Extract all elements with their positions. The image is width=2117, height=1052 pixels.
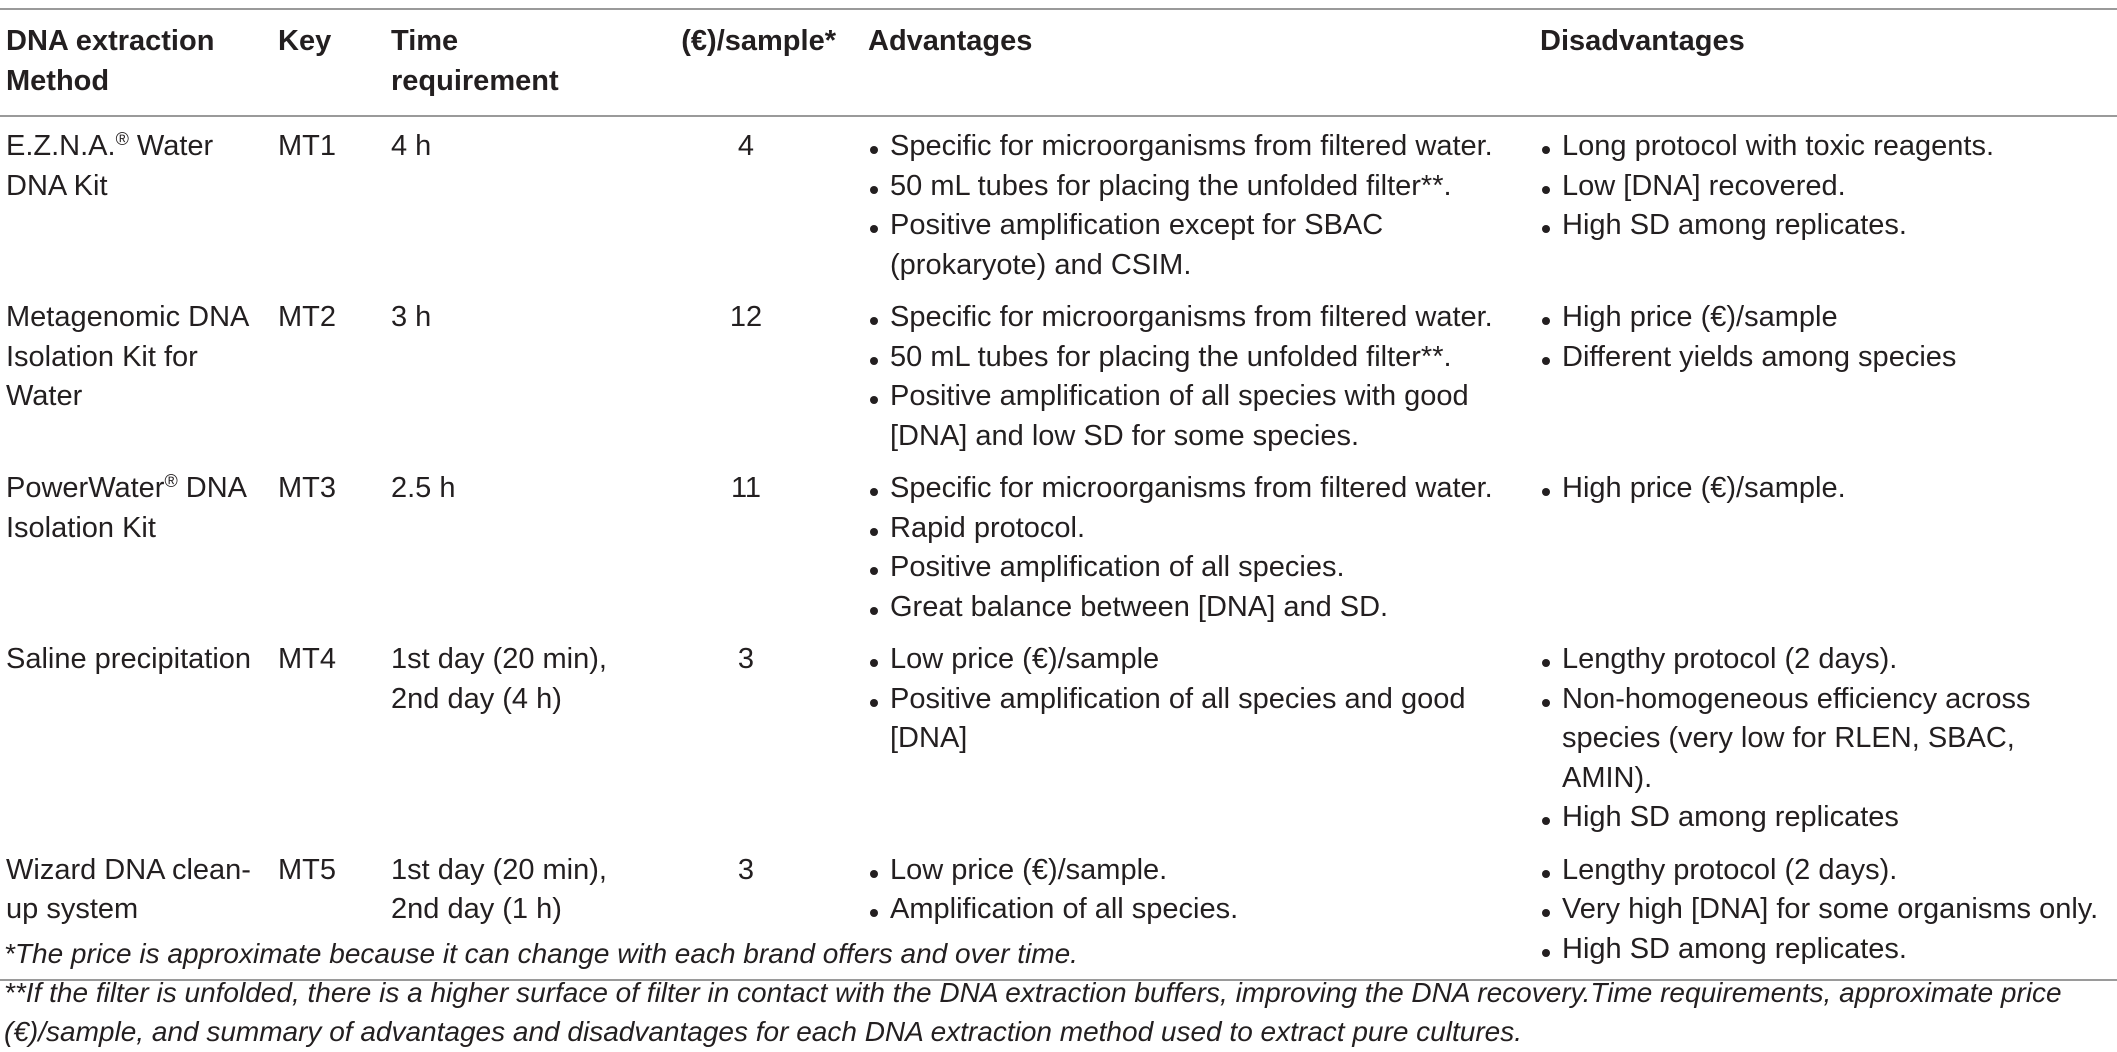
cell-advantages [862,459,1534,630]
cell-advantages [862,288,1534,459]
disadvantage-item: High SD among replicates [1540,798,2109,838]
disadvantage-item: High price (€)/sample. [1540,469,2109,509]
cell-time: 2.5 h [391,472,456,504]
disadvantages-list [1540,298,2109,377]
cell-price: 11 [730,472,762,504]
disadvantage-item: High price (€)/sample [1540,298,2109,338]
cell-time: 4 h [391,130,432,162]
header-price: (€)/sample* [681,25,836,57]
advantages-list [868,640,1526,759]
advantages-list [868,851,1526,930]
registered-mark: ® [164,471,178,491]
cell-method [0,630,272,841]
table-header [0,9,2117,116]
cell-disadvantages [1534,630,2117,841]
header-time: Time requirement [391,25,559,97]
header-method: DNA extraction Method [6,25,215,97]
method-name: E.Z.N.A. [6,130,116,162]
header-disadvantages: Disadvantages [1540,25,1745,57]
method-name: Metagenomic DNA Isolation Kit for Water [6,301,248,412]
method-name: PowerWater [6,472,165,504]
cell-time: 1st day (20 min), 2nd day (1 h) [391,853,607,925]
header-key: Key [278,25,332,57]
method-name-rest: DNA Isolation Kit [6,472,246,544]
advantage-item: Specific for microorganisms from filtered water. [868,469,1526,509]
disadvantage-item: Lengthy protocol (2 days). [1540,851,2109,891]
advantage-item: Amplification of all species. [868,890,1526,930]
disadvantage-item: Long protocol with toxic reagents. [1540,127,2109,167]
cell-method [0,288,272,459]
advantage-item: Low price (€)/sample. [868,851,1526,891]
cell-price: 3 [737,643,755,675]
advantage-item: Specific for microorganisms from filtered water. [868,127,1526,167]
disadvantage-item: Lengthy protocol (2 days). [1540,640,2109,680]
cell-key: MT4 [278,643,336,675]
advantage-item: Low price (€)/sample [868,640,1526,680]
cell-price: 12 [729,301,763,333]
advantages-list [868,469,1526,627]
advantage-item: Positive amplification of all species. [868,548,1526,588]
advantages-list [868,127,1526,285]
advantage-item: Great balance between [DNA] and SD. [868,588,1526,628]
advantage-item: Rapid protocol. [868,509,1526,549]
advantage-item: Positive amplification of all species with good [DNA] and low SD for some species. [868,377,1526,456]
cell-advantages [862,116,1534,288]
method-name: Wizard DNA clean-up system [6,853,251,925]
footnote-price: *The price is approximate because it can change with each brand offers and over time. [4,938,1078,969]
disadvantages-list [1540,469,2109,509]
footnote-filter: **If the filter is unfolded, there is a higher surface of filter in contact with the DNA extraction buffers, improving the DNA recovery.Time requirements, approximate price (€)/sample, and summary of advantages and disadvantages for each DNA extraction method used to extract pure cultures. [4,977,2062,1047]
disadvantage-item: Low [DNA] recovered. [1540,167,2109,207]
cell-disadvantages [1534,288,2117,459]
cell-key: MT3 [278,472,336,504]
cell-price: 4 [737,130,755,162]
table-body [0,116,2117,980]
cell-price: 3 [737,853,755,886]
cell-time: 3 h [391,301,432,333]
cell-key: MT1 [278,130,336,162]
header-row [0,9,2117,116]
footnotes [4,934,2114,1051]
table-row [0,116,2117,288]
table-row [0,288,2117,459]
disadvantage-item: Different yields among species [1540,338,2109,378]
cell-advantages [862,630,1534,841]
advantage-item: Specific for microorganisms from filtered water. [868,298,1526,338]
advantage-item: Positive amplification of all species and good [DNA] [868,680,1526,759]
advantage-item: 50 mL tubes for placing the unfolded filter**. [868,338,1526,378]
cell-method [0,459,272,630]
cell-disadvantages [1534,459,2117,630]
cell-key: MT2 [278,301,336,333]
disadvantages-list [1540,640,2109,838]
method-name: Saline precipitation [6,643,252,675]
advantage-item: Positive amplification except for SBAC (prokaryote) and CSIM. [868,206,1526,285]
advantage-item: 50 mL tubes for placing the unfolded filter**. [868,167,1526,207]
disadvantage-item: Non-homogeneous efficiency across species (very low for RLEN, SBAC, AMIN). [1540,680,2109,799]
cell-disadvantages [1534,116,2117,288]
table-row [0,630,2117,841]
registered-mark: ® [115,129,129,149]
cell-method [0,116,272,288]
header-advantages: Advantages [868,25,1033,57]
disadvantage-item: Very high [DNA] for some organisms only. [1540,890,2109,930]
table-row [0,459,2117,630]
disadvantage-item: High SD among replicates. [1540,930,2109,970]
dna-extraction-table [0,8,2117,981]
cell-key: MT5 [278,853,336,886]
method-name-rest: Water DNA Kit [6,130,214,202]
disadvantages-list [1540,127,2109,246]
advantages-list [868,298,1526,456]
disadvantage-item: High SD among replicates. [1540,206,2109,246]
cell-time: 1st day (20 min), 2nd day (4 h) [391,643,607,715]
